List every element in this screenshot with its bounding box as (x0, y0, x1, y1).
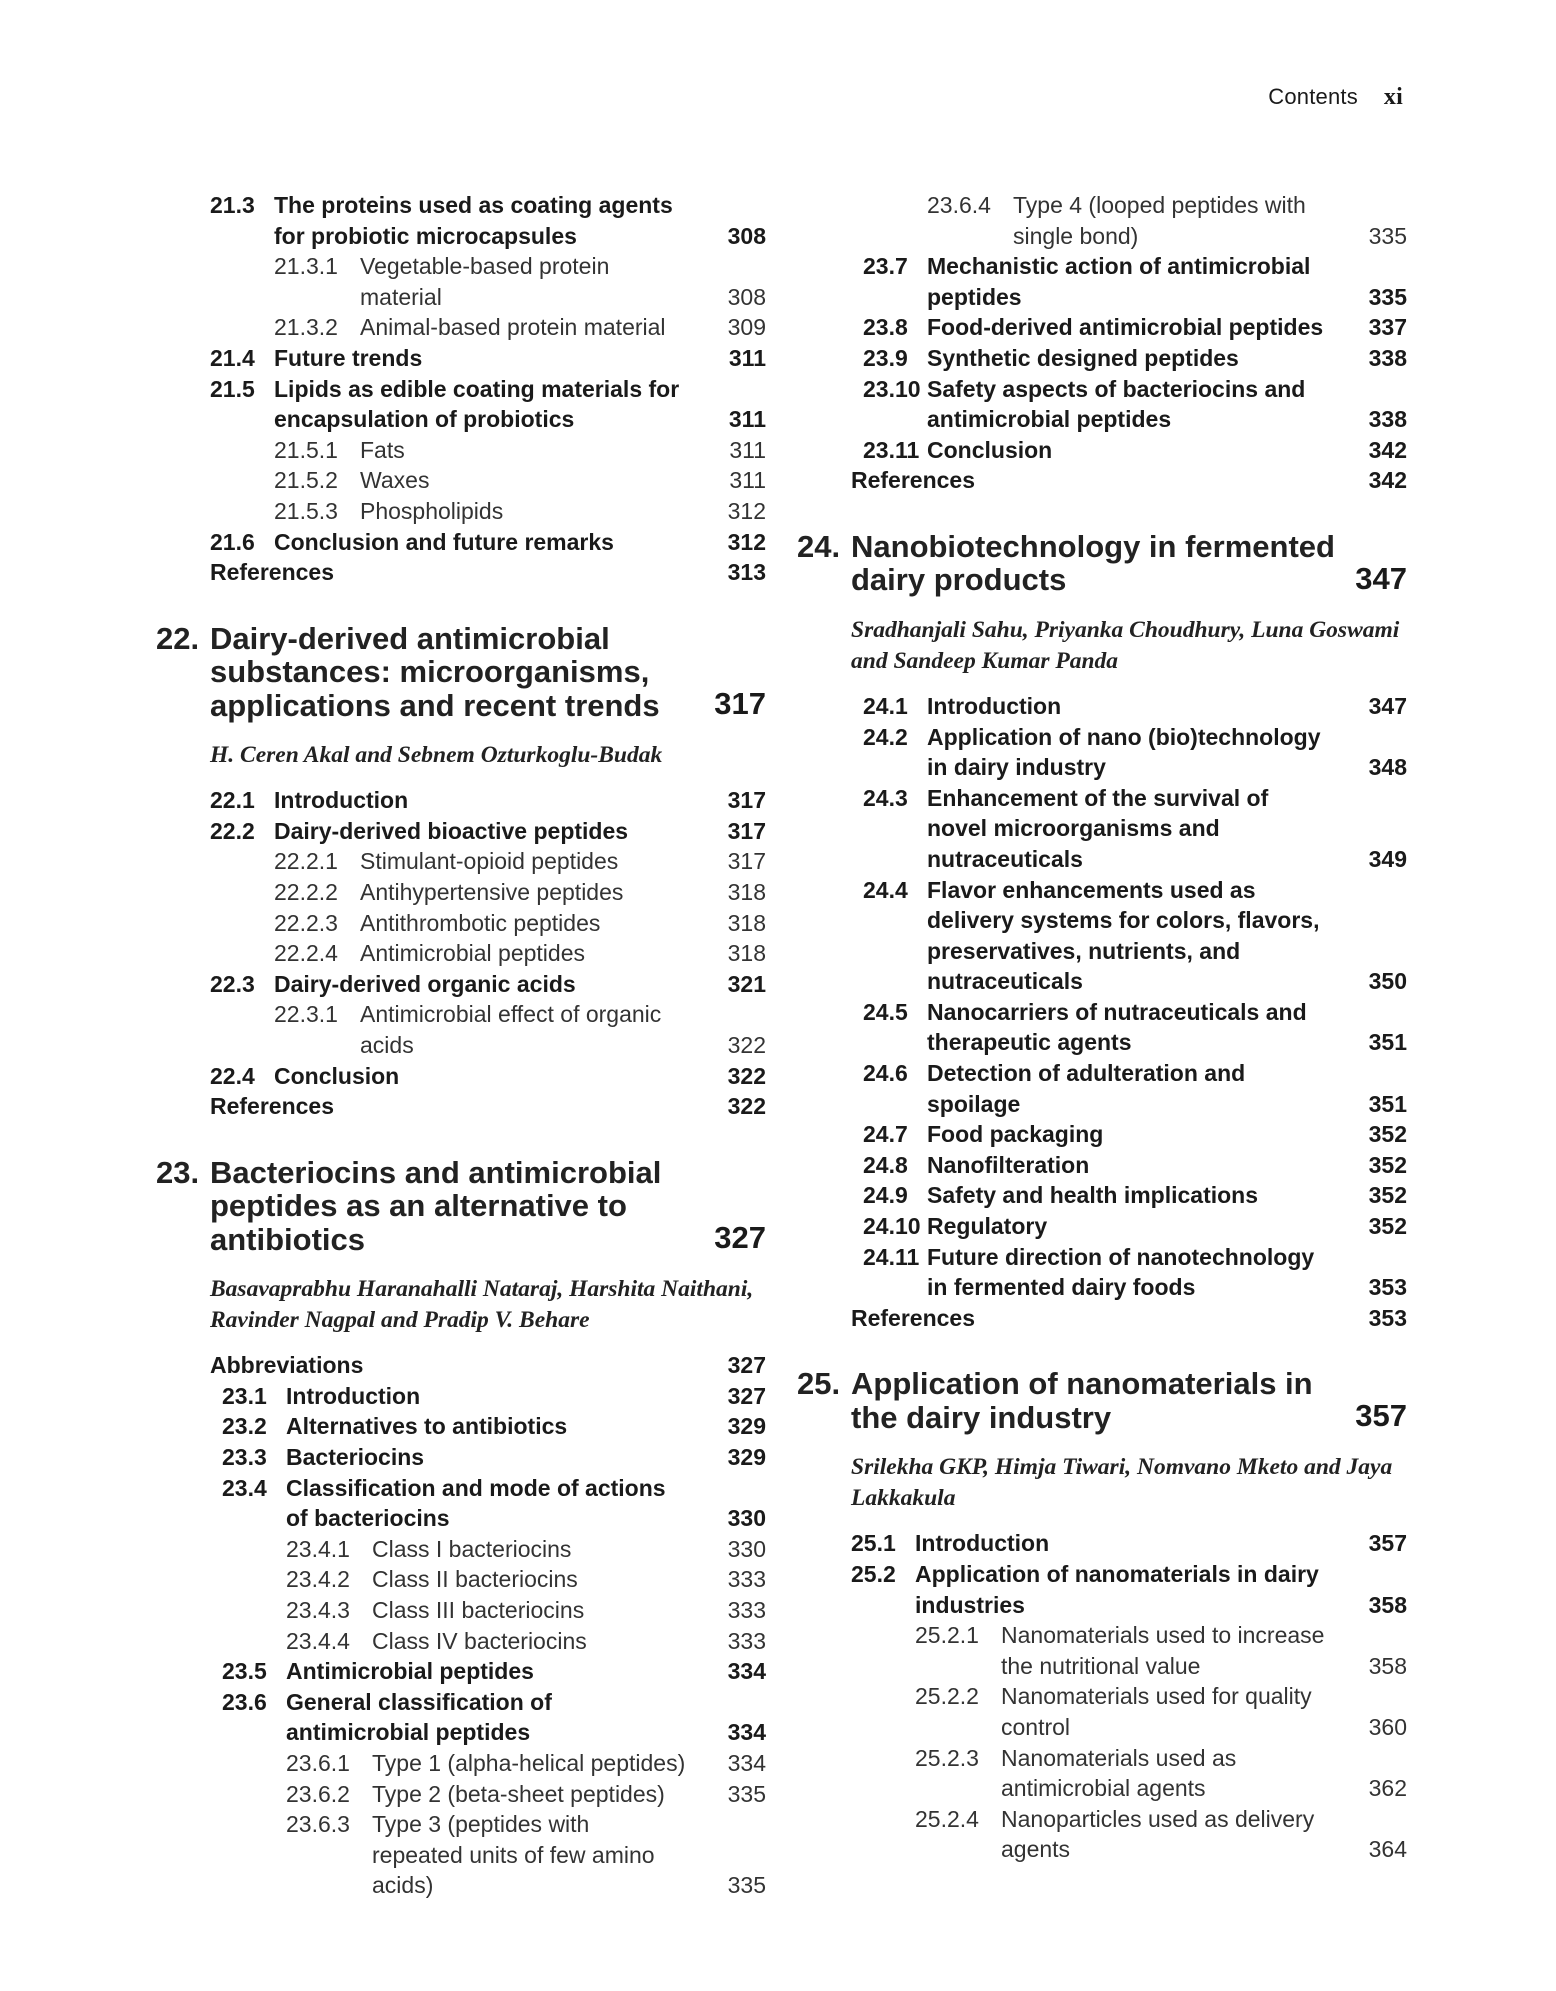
section-title: Type 2 (beta-sheet peptides) (372, 1780, 665, 1807)
section-title: Introduction (286, 1382, 421, 1409)
page-ref: 311 (729, 467, 766, 494)
section-number: 23.6.4 (927, 192, 991, 218)
section-title: Antithrombotic peptides (360, 909, 601, 936)
toc-entry-references[interactable] (156, 1091, 766, 1122)
page-ref: 353 (1368, 1304, 1407, 1331)
section-number: 22.1 (210, 787, 255, 814)
section-title: Bacteriocins (286, 1444, 425, 1471)
page-ref: 330 (727, 1505, 766, 1532)
page-ref: 317 (727, 817, 766, 844)
running-header (1268, 84, 1403, 111)
page-ref: 352 (1368, 1151, 1407, 1178)
chapter-title: Application of nanomaterials in the dairy industry (851, 1366, 1313, 1435)
toc-entry[interactable] (156, 1442, 766, 1473)
section-title: Conclusion and future remarks (274, 528, 614, 555)
section-number: 23.8 (863, 314, 908, 341)
section-number: 21.3.1 (274, 253, 338, 280)
section-title: Detection of adulteration and spoilage (927, 1060, 1246, 1117)
section-number: 23.6.1 (286, 1749, 350, 1776)
page-ref: 348 (1368, 754, 1407, 781)
section-title: Conclusion (927, 436, 1053, 463)
page-ref: 338 (1368, 344, 1407, 371)
section-number: 24.6 (863, 1060, 908, 1087)
chapter-authors: Basavaprabhu Haranahalli Nataraj, Harshita Naithani, Ravinder Nagpal and Pradip V. Behare (210, 1276, 754, 1334)
page-number: xi (1383, 84, 1403, 110)
chapter-page: 347 (1355, 560, 1407, 596)
page-ref: 342 (1368, 467, 1407, 494)
section-title: Lipids as edible coating materials for encapsulation of probiotics (274, 375, 680, 433)
section-number: 23.2 (222, 1413, 267, 1440)
section-title: Introduction (927, 692, 1062, 719)
section-number: 24.10 (863, 1213, 921, 1240)
toc-entry-references[interactable] (797, 1303, 1407, 1334)
section-title: Mechanistic action of antimicrobial peptides (927, 253, 1311, 310)
section-number: 23.4.3 (286, 1597, 350, 1623)
page-ref: 335 (1368, 283, 1407, 310)
section-title: Nanocarriers of nutraceuticals and therapeutic agents (927, 998, 1307, 1056)
section-title: References (851, 467, 976, 494)
section-title: References (210, 559, 335, 586)
left-column (156, 190, 766, 1901)
section-number: 24.1 (863, 692, 908, 719)
section-number: 22.2.3 (274, 909, 338, 936)
page-ref: 335 (727, 1872, 766, 1899)
section-number: 24.4 (863, 876, 908, 903)
page-ref: 352 (1368, 1121, 1407, 1148)
toc-entry[interactable] (156, 1809, 766, 1901)
toc-entry[interactable] (156, 1595, 766, 1626)
section-number: 23.3 (222, 1444, 267, 1471)
section-number: 23.6 (222, 1688, 267, 1715)
toc-entry[interactable] (156, 1411, 766, 1442)
toc-entry[interactable] (797, 1242, 1407, 1303)
section-title: Abbreviations (210, 1352, 364, 1379)
section-title: Class II bacteriocins (372, 1566, 578, 1593)
section-number: 21.5.1 (274, 436, 338, 463)
toc-entry[interactable] (156, 1061, 766, 1092)
toc-entry[interactable] (156, 908, 766, 939)
section-number: 22.3 (210, 970, 255, 997)
page-ref: 311 (728, 406, 766, 433)
toc-entry[interactable] (797, 1743, 1407, 1804)
section-title: Introduction (274, 787, 409, 814)
section-title: Fats (360, 436, 405, 463)
section-title: Synthetic designed peptides (927, 344, 1239, 371)
page-ref: 322 (727, 1093, 766, 1120)
page-ref: 318 (727, 909, 766, 936)
page-ref: 312 (727, 497, 766, 524)
page-ref: 358 (1368, 1652, 1407, 1679)
chapter-page: 327 (714, 1220, 766, 1256)
section-title: References (210, 1093, 335, 1120)
toc-entry[interactable] (797, 190, 1407, 251)
section-title: Nanomaterials used to increase the nutritional value (1001, 1622, 1325, 1679)
chapter-number: 24. (797, 528, 841, 564)
toc-entry[interactable] (156, 1656, 766, 1687)
toc-entry[interactable] (156, 1473, 766, 1534)
section-number: 23.1 (222, 1382, 267, 1409)
page-ref: 351 (1368, 1090, 1407, 1117)
page-ref: 318 (727, 879, 766, 905)
toc-entry[interactable] (797, 783, 1407, 875)
section-title: Class III bacteriocins (372, 1597, 585, 1623)
section-number: 23.7 (863, 253, 908, 280)
section-title: The proteins used as coating agents for probiotic microcapsules (274, 192, 673, 249)
chapter-authors: Sradhanjali Sahu, Priyanka Choudhury, Luna Goswami and Sandeep Kumar Panda (851, 616, 1400, 674)
page-ref: 334 (727, 1719, 766, 1746)
section-number: 23.11 (863, 436, 920, 463)
page-ref: 309 (727, 314, 766, 341)
section-number: 23.4.2 (286, 1566, 350, 1593)
section-title: Nanomaterials used as antimicrobial agents (1001, 1744, 1237, 1802)
page-ref: 327 (727, 1382, 766, 1409)
toc-entry[interactable] (797, 312, 1407, 343)
toc-entry[interactable] (156, 1779, 766, 1810)
section-title: Type 1 (alpha-helical peptides) (372, 1749, 686, 1776)
page-ref: 364 (1368, 1836, 1407, 1863)
toc-entry[interactable] (797, 997, 1407, 1058)
toc-entry[interactable] (156, 846, 766, 877)
section-title: Animal-based protein material (360, 314, 666, 341)
page-ref: 360 (1368, 1713, 1407, 1740)
toc-entry[interactable] (156, 999, 766, 1060)
section-title: Nanofilteration (927, 1151, 1090, 1178)
section-number: 24.7 (863, 1121, 908, 1148)
section-title: Future trends (274, 344, 423, 371)
page-ref: 312 (727, 528, 766, 555)
section-title: Vegetable-based protein material (360, 253, 610, 310)
toc-entry[interactable] (156, 1534, 766, 1565)
section-title: Alternatives to antibiotics (286, 1413, 568, 1440)
section-title: Stimulant-opioid peptides (360, 848, 619, 875)
page-ref: 335 (1368, 222, 1407, 249)
page-ref: 352 (1368, 1213, 1407, 1240)
section-title: Type 4 (looped peptides with single bond) (1013, 192, 1306, 249)
section-number: 23.4.1 (286, 1535, 350, 1562)
section-title: Antimicrobial peptides (360, 940, 586, 967)
page-ref: 333 (727, 1566, 766, 1593)
chapter-page: 357 (1355, 1398, 1407, 1434)
toc-entry[interactable] (797, 1681, 1407, 1742)
section-title: Introduction (915, 1530, 1050, 1557)
page-ref: 353 (1368, 1274, 1407, 1301)
section-number: 23.9 (863, 344, 908, 371)
page-ref: 308 (727, 283, 766, 310)
chapter-title: Nanobiotechnology in fermented dairy products (851, 528, 1335, 598)
section-number: 23.5 (222, 1658, 267, 1685)
section-title: Dairy-derived organic acids (274, 970, 576, 997)
page-ref: 333 (727, 1597, 766, 1623)
page-ref: 358 (1368, 1591, 1407, 1618)
section-title: Food-derived antimicrobial peptides (927, 314, 1324, 341)
page-ref: 322 (727, 1062, 766, 1089)
chapter-number: 23. (156, 1154, 200, 1190)
toc-entry[interactable] (797, 1528, 1407, 1559)
page-ref: 337 (1368, 314, 1407, 341)
section-number: 25.2.1 (915, 1622, 979, 1649)
section-title: Waxes (360, 467, 430, 494)
toc-entry[interactable] (797, 1180, 1407, 1211)
section-number: 23.4 (222, 1474, 267, 1501)
section-number: 21.3.2 (274, 314, 338, 341)
toc-entry[interactable] (156, 374, 766, 435)
section-title: Antimicrobial effect of organic acids (360, 1001, 662, 1058)
page-ref: 329 (727, 1444, 766, 1471)
toc-entry[interactable] (156, 1748, 766, 1779)
chapter-heading[interactable] (797, 1367, 1407, 1434)
toc-entry[interactable] (797, 691, 1407, 722)
page-ref: 351 (1368, 1029, 1407, 1056)
page-ref: 352 (1368, 1182, 1407, 1209)
section-number: 25.1 (851, 1530, 896, 1557)
section-number: 25.2.4 (915, 1805, 979, 1832)
section-title: Conclusion (274, 1062, 400, 1089)
toc-entry[interactable] (797, 435, 1407, 466)
toc-entry[interactable] (156, 190, 766, 251)
section-title: Safety and health implications (927, 1182, 1259, 1209)
section-number: 23.6.2 (286, 1780, 350, 1807)
page-ref: 334 (727, 1749, 766, 1776)
page-ref: 311 (728, 344, 766, 371)
section-title: Phospholipids (360, 497, 504, 524)
page-ref: 347 (1368, 692, 1407, 719)
page-ref: 318 (727, 940, 766, 967)
toc-entry[interactable] (797, 875, 1407, 997)
section-title: Nanoparticles used as delivery agents (1001, 1805, 1315, 1863)
section-title: Food packaging (927, 1121, 1104, 1148)
toc-entry[interactable] (156, 1564, 766, 1595)
page-ref: 350 (1368, 968, 1407, 995)
page-ref: 335 (727, 1780, 766, 1807)
toc-entry[interactable] (156, 1626, 766, 1657)
page-ref: 308 (727, 222, 766, 249)
section-number: 25.2 (851, 1561, 896, 1587)
toc-entry-references[interactable] (156, 557, 766, 588)
chapter-number: 22. (156, 620, 200, 656)
page-ref: 362 (1368, 1775, 1407, 1802)
section-number: 24.3 (863, 784, 908, 811)
chapter-heading[interactable] (156, 1156, 766, 1257)
section-number: 24.9 (863, 1182, 908, 1209)
section-title: Future direction of nanotechnology in fermented dairy foods (927, 1243, 1315, 1301)
section-number: 22.3.1 (274, 1001, 338, 1028)
toc-entry[interactable] (797, 374, 1407, 435)
chapter-authors: Srilekha GKP, Himja Tiwari, Nomvano Mketo and Jaya Lakkakula (851, 1454, 1393, 1512)
section-number: 21.6 (210, 528, 255, 555)
section-number: 24.11 (863, 1243, 920, 1270)
toc-entry[interactable] (156, 969, 766, 1000)
section-title: Classification and mode of actions of bacteriocins (286, 1474, 666, 1532)
chapter-title: Bacteriocins and antimicrobial peptides as an alternative to antibiotics (210, 1154, 662, 1257)
section-number: 24.8 (863, 1151, 908, 1178)
page-ref: 322 (727, 1031, 766, 1058)
toc-entry[interactable] (156, 251, 766, 312)
toc-entry[interactable] (156, 435, 766, 466)
chapter-page: 317 (714, 686, 766, 722)
section-title: Antimicrobial peptides (286, 1658, 534, 1685)
page-ref: 338 (1368, 406, 1407, 433)
section-number: 21.5.3 (274, 497, 338, 524)
page-ref: 313 (727, 559, 766, 586)
page-ref: 333 (727, 1627, 766, 1654)
chapter-authors: H. Ceren Akal and Sebnem Ozturkoglu-Budak (210, 742, 663, 769)
section-title: Dairy-derived bioactive peptides (274, 817, 629, 844)
toc-entry[interactable] (797, 1620, 1407, 1681)
toc-entry[interactable] (797, 1804, 1407, 1865)
chapter-number: 25. (797, 1366, 841, 1402)
section-number: 22.2.4 (274, 940, 338, 967)
toc-entry[interactable] (797, 1150, 1407, 1181)
page-ref: 330 (727, 1535, 766, 1562)
page-ref: 317 (727, 848, 766, 875)
section-number: 22.2 (210, 817, 255, 844)
toc-entry[interactable] (797, 1211, 1407, 1242)
chapter-heading[interactable] (797, 530, 1407, 597)
section-number: 23.10 (863, 375, 921, 402)
toc-entry[interactable] (156, 938, 766, 969)
section-title: Application of nano (bio)technology in dairy industry (927, 723, 1321, 781)
toc-entry[interactable] (156, 1381, 766, 1412)
toc-entry[interactable] (156, 785, 766, 816)
section-number: 24.5 (863, 998, 908, 1025)
section-number: 22.4 (210, 1062, 255, 1089)
section-number: 22.2.1 (274, 848, 338, 875)
toc-entry[interactable] (797, 1559, 1407, 1620)
toc-entry[interactable] (797, 251, 1407, 312)
page-ref: 329 (727, 1413, 766, 1440)
chapter-heading[interactable] (156, 622, 766, 723)
section-title: Class I bacteriocins (372, 1535, 572, 1562)
toc-entry-references[interactable] (797, 465, 1407, 496)
section-title: Nanomaterials used for quality control (1001, 1683, 1312, 1740)
toc-entry[interactable] (156, 312, 766, 343)
section-title: Regulatory (927, 1213, 1048, 1240)
section-number: 21.3 (210, 192, 255, 218)
section-number: 22.2.2 (274, 879, 338, 905)
toc-entry[interactable] (156, 496, 766, 527)
page-ref: 327 (727, 1352, 766, 1379)
section-number: 24.2 (863, 723, 908, 750)
section-number: 23.4.4 (286, 1627, 350, 1654)
section-title: Antihypertensive peptides (360, 879, 624, 905)
section-number: 25.2.3 (915, 1744, 979, 1771)
toc-entry[interactable] (156, 465, 766, 496)
toc-entry[interactable] (156, 877, 766, 908)
section-title: Application of nanomaterials in dairy industries (915, 1561, 1319, 1618)
page-ref: 311 (729, 436, 766, 463)
chapter-title: Dairy-derived antimicrobial substances: microorganisms, applications and recent trends (210, 620, 660, 723)
section-title: References (851, 1304, 976, 1331)
toc-entry[interactable] (797, 343, 1407, 374)
page-ref: 317 (727, 787, 766, 814)
page-ref: 349 (1368, 845, 1407, 872)
toc-entry[interactable] (797, 1119, 1407, 1150)
toc-entry[interactable] (797, 722, 1407, 783)
section-number: 21.5.2 (274, 467, 338, 494)
page-ref: 357 (1368, 1530, 1407, 1557)
section-title: Enhancement of the survival of novel microorganisms and nutraceuticals (927, 784, 1269, 872)
toc-entry-abbreviations[interactable] (156, 1350, 766, 1381)
toc-entry[interactable] (156, 343, 766, 374)
section-number: 25.2.2 (915, 1683, 979, 1710)
section-number: 23.6.3 (286, 1811, 350, 1838)
toc-entry[interactable] (156, 527, 766, 558)
section-title: Safety aspects of bacteriocins and antimicrobial peptides (927, 375, 1306, 433)
toc-entry[interactable] (156, 1687, 766, 1748)
section-number: 21.5 (210, 375, 255, 402)
section-number: 21.4 (210, 344, 255, 371)
toc-entry[interactable] (156, 816, 766, 847)
page-ref: 321 (727, 970, 766, 997)
page-ref: 334 (727, 1658, 766, 1685)
section-title: Flavor enhancements used as delivery systems for colors, flavors, preservatives, nutrients, and nutraceuticals (927, 876, 1320, 995)
page-ref: 342 (1368, 436, 1407, 463)
section-title: Class IV bacteriocins (372, 1627, 587, 1654)
right-column (797, 190, 1407, 1865)
section-title: General classification of antimicrobial peptides (286, 1688, 552, 1746)
section-title: Type 3 (peptides with repeated units of few amino acids) (372, 1811, 655, 1899)
header-label: Contents (1268, 84, 1358, 109)
toc-entry[interactable] (797, 1058, 1407, 1119)
